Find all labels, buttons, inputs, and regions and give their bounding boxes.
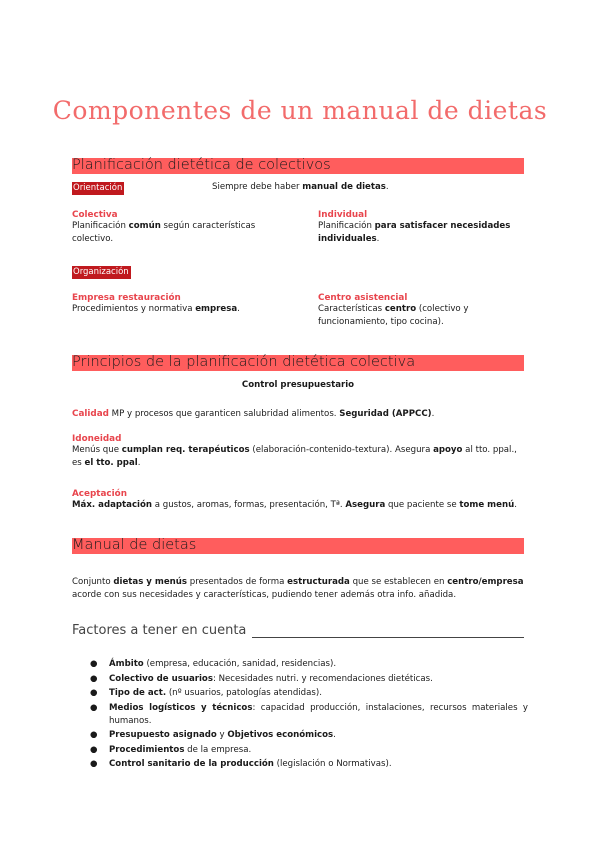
list-item: ● Presupuesto asignado y Objetivos económicos. — [90, 730, 336, 740]
factores-heading — [72, 623, 524, 638]
section-heading-text: Manual de dietas — [72, 537, 197, 553]
bullet-icon: ● — [90, 702, 98, 713]
section-heading-planificacion — [72, 158, 524, 174]
list-item: ● Medios logísticos y técnicos: capacidad producción, instalaciones, recursos materiales y humanos. — [90, 702, 529, 726]
bullet-icon: ● — [90, 673, 98, 684]
individual-label: Individual — [318, 210, 368, 220]
section-heading-text: Principios de la planificación dietética colectiva — [72, 354, 416, 370]
colectiva-text: Planificación común según características colectivo. — [72, 221, 256, 244]
bullet-icon: ● — [90, 744, 98, 755]
list-item: ● Ámbito (empresa, educación, sanidad, residencias). — [90, 659, 337, 669]
manual-paragraph: Conjunto dietas y menús presentados de forma estructurada que se establecen en centro/empresa acorde con sus necesidades y características, pudiendo tener además otra info. añadida. — [72, 577, 524, 600]
factores-heading-text: Factores a tener en cuenta — [72, 623, 247, 638]
idoneidad-block — [72, 434, 528, 470]
idoneidad-text: Menús que cumplan req. terapéuticos (elaboración-contenido-textura). Asegura apoyo al tto. ppal., es el tto. ppal. — [72, 445, 517, 468]
factores-list — [90, 658, 528, 773]
orientacion-text: Siempre debe haber manual de dietas. — [212, 182, 389, 192]
individual-block — [318, 210, 524, 246]
organizacion-tag: Organización — [73, 267, 129, 277]
list-item: ● Procedimientos de la empresa. — [90, 744, 252, 755]
orientacion-tag: Orientación — [73, 183, 123, 193]
colectiva-block — [72, 210, 282, 246]
section-heading-manual — [72, 538, 524, 554]
empresa-text: Procedimientos y normativa empresa. — [72, 304, 240, 314]
bullet-icon: ● — [90, 759, 98, 769]
bullet-icon: ● — [90, 688, 98, 698]
centro-block — [318, 293, 524, 329]
calidad-text: Calidad MP y procesos que garanticen salubridad alimentos. Seguridad (APPCC). — [72, 409, 435, 419]
section-heading-principios — [72, 355, 524, 371]
empresa-label: Empresa restauración — [72, 293, 181, 303]
bullet-icon: ● — [90, 730, 98, 740]
colectiva-label: Colectiva — [72, 210, 118, 220]
page-title: Componentes de un manual de dietas — [52, 96, 548, 125]
section-heading-text: Planificación dietética de colectivos — [72, 157, 331, 173]
idoneidad-label: Idoneidad — [72, 434, 122, 444]
list-item: ● Colectivo de usuarios: Necesidades nutri. y recomendaciones dietéticas. — [90, 673, 433, 684]
heading-rule — [252, 627, 524, 638]
centro-label: Centro asistencial — [318, 293, 408, 303]
bullet-icon: ● — [90, 659, 98, 669]
list-item: ● Control sanitario de la producción (legislación o Normativas). — [90, 759, 392, 769]
empresa-block — [72, 293, 302, 316]
aceptacion-text: Máx. adaptación a gustos, aromas, formas, presentación, Tª. Asegura que paciente se tome menú. — [72, 500, 517, 510]
aceptacion-label: Aceptación — [72, 489, 127, 499]
individual-text: Planificación para satisfacer necesidades individuales. — [318, 221, 511, 244]
control-presupuestario: Control presupuestario — [241, 380, 355, 390]
aceptacion-block — [72, 489, 528, 512]
list-item: ● Tipo de act. (nº usuarios, patologías atendidas). — [90, 688, 322, 698]
centro-text: Características centro (colectivo y funcionamiento, tipo cocina). — [318, 304, 469, 327]
